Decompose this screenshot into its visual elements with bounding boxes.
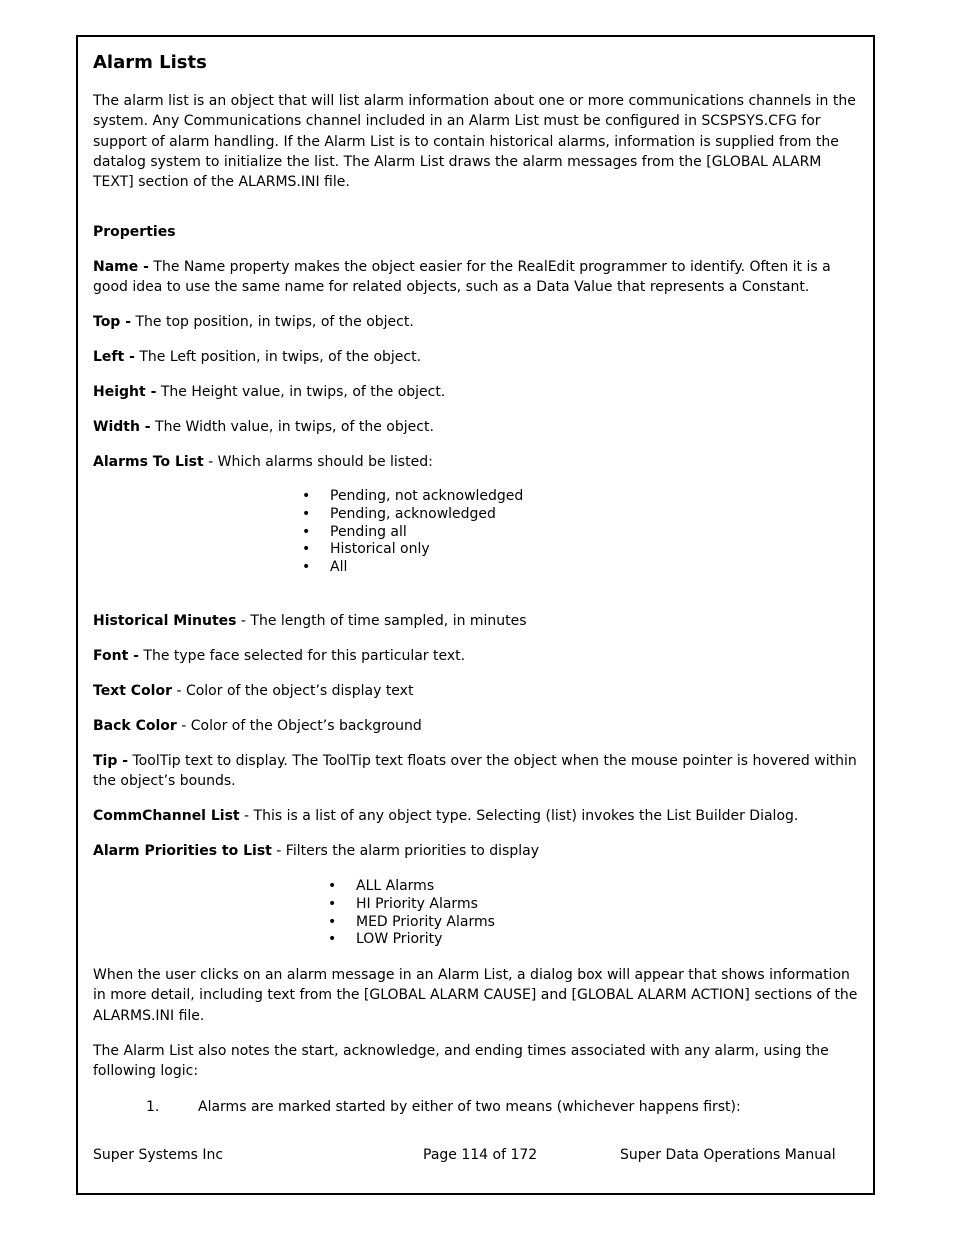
prop-desc: - Which alarms should be listed:: [203, 454, 433, 470]
click-paragraph: When the user clicks on an alarm message in an Alarm List, a dialog box will appear that shows information in more detail, including text from the [GLOBAL ALARM CAUSE] and [GLOBAL ALARM ACTION] sections of the ALARMS.INI file.: [93, 967, 858, 1024]
list-item: • HI Priority Alarms: [328, 895, 478, 912]
prop-alarm-priorities: [93, 841, 863, 861]
prop-term: Back Color: [93, 718, 177, 734]
prop-font: [93, 646, 863, 666]
prop-term: Historical Minutes: [93, 613, 237, 629]
footer-manual-title: Super Data Operations Manual: [620, 1147, 836, 1163]
prop-commchannel-list: [93, 806, 863, 826]
prop-desc: The Height value, in twips, of the object.: [156, 384, 446, 400]
bullet-icon: •: [328, 913, 337, 930]
prop-desc: The top position, in twips, of the object.: [131, 314, 414, 330]
prop-name: [93, 257, 863, 298]
properties-heading: Properties: [93, 224, 176, 240]
prop-term: Tip -: [93, 753, 129, 769]
prop-historical-minutes: [93, 611, 863, 631]
bullet-icon: •: [302, 488, 311, 504]
prop-width: [93, 417, 863, 437]
prop-term: CommChannel List: [93, 808, 240, 824]
prop-desc: The Left position, in twips, of the object.: [134, 349, 422, 365]
bullet-icon: •: [328, 895, 337, 912]
prop-desc: - The length of time sampled, in minutes: [236, 613, 527, 629]
bullet-icon: •: [302, 505, 311, 522]
bullet-icon: •: [302, 559, 311, 576]
prop-height: [93, 382, 863, 402]
prop-desc: The type face selected for this particular text.: [138, 648, 466, 664]
prop-text-color: [93, 681, 863, 701]
prop-top: [93, 312, 863, 332]
prop-desc: - This is a list of any object type. Selecting (list) invokes the List Builder Dialog.: [239, 808, 799, 824]
list-item: • ALL Alarms: [328, 878, 435, 894]
list-item: • Pending, not acknowledged: [302, 488, 524, 504]
intro-paragraph: The alarm list is an object that will list alarm information about one or more communications channels in the system. Any Communications channel included in an Alarm List must be configured in SCSPSYS.CFG for support of alarm handling. If the Alarm List is to contain historical alarms, information is supplied from the datalog system to initialize the list. The Alarm List draws the alarm messages from the [GLOBAL ALARM TEXT] section of the ALARMS.INI file.: [93, 93, 856, 191]
prop-term: Name -: [93, 259, 149, 275]
bullet-icon: •: [328, 931, 337, 948]
list-item: • Pending all: [302, 523, 407, 540]
prop-desc: - Color of the Object’s background: [176, 718, 422, 734]
list-item: • LOW Priority: [328, 931, 443, 948]
times-paragraph: The Alarm List also notes the start, acknowledge, and ending times associated with any alarm, using the following logic:: [93, 1043, 829, 1080]
prop-desc: ToolTip text to display. The ToolTip text floats over the object when the mouse pointer is hovered within the object’s bounds.: [93, 753, 857, 790]
footer-company: Super Systems Inc: [93, 1147, 224, 1163]
numbered-item-number: 1.: [146, 1099, 160, 1115]
prop-alarms-to-list: [93, 452, 863, 472]
prop-term: Alarms To List: [93, 454, 204, 470]
prop-term: Width -: [93, 419, 151, 435]
prop-left: [93, 347, 863, 367]
alarms-to-list-options: [302, 488, 523, 577]
priority-options: [328, 878, 495, 949]
bullet-icon: •: [302, 541, 311, 558]
numbered-item-text: Alarms are marked started by either of two means (whichever happens first):: [198, 1099, 741, 1115]
list-item: • Historical only: [302, 541, 430, 558]
prop-term: Font -: [93, 648, 139, 664]
prop-desc: The Width value, in twips, of the object.: [150, 419, 434, 435]
prop-back-color: [93, 716, 863, 736]
prop-desc: - Color of the object’s display text: [172, 683, 414, 699]
bullet-icon: •: [328, 878, 337, 894]
page-title: Alarm Lists: [93, 52, 207, 73]
prop-term: Top -: [93, 314, 132, 330]
prop-desc: The Name property makes the object easier for the RealEdit programmer to identify. Often it is a good idea to use the same name for related objects, such as a Data Value that represents a Constant.: [93, 259, 831, 296]
prop-term: Left -: [93, 349, 135, 365]
bullet-icon: •: [302, 523, 311, 540]
prop-term: Height -: [93, 384, 157, 400]
list-item: • Pending, acknowledged: [302, 505, 496, 522]
prop-term: Text Color: [93, 683, 172, 699]
list-item: • MED Priority Alarms: [328, 913, 495, 930]
prop-desc: - Filters the alarm priorities to display: [271, 843, 539, 859]
footer-page-number: Page 114 of 172: [423, 1147, 538, 1163]
prop-tip: [93, 751, 863, 792]
prop-term: Alarm Priorities to List: [93, 843, 272, 859]
list-item: • All: [302, 559, 348, 576]
